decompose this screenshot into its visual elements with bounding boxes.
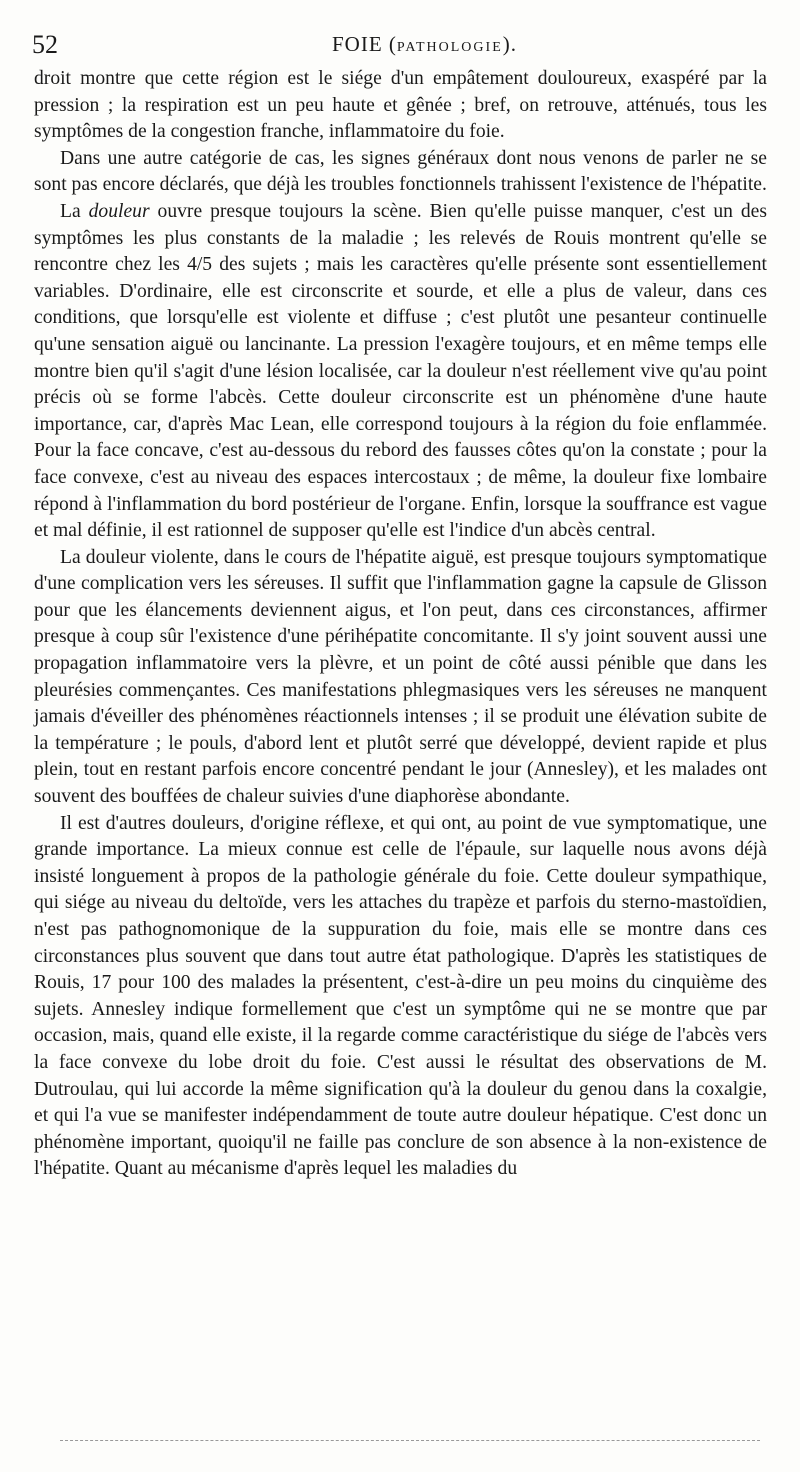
title-subject: PATHOLOGIE [396,40,503,55]
page-number: 52 [32,30,58,59]
paragraph-lead: La [60,200,89,222]
emphasis-term: douleur [88,200,150,222]
title-main: FOIE ( [332,32,397,56]
paragraph-text: Il est d'autres douleurs, d'origine réflexe, et qui ont, au point de vue symptomatique, une grande importance. La mieux connue est celle de l'épaule, sur laquelle nous avons déjà insisté longuement à propos de la pathologie générale du foie. Cette douleur sympathique, qui siége au niveau du deltoïde, vers les attaches du trapèze et parfois du sterno-mastoïdien, n'est pas pathognomonique de la suppuration du foie, mais elle se montre dans ces circonstances plus souvent que dans tout autre état pathologique. D'après les statistiques de Rouis, 17 pour 100 des malades la présentent, c'est-à-dire un peu moins du cinquième des sujets. Annesley indique formellement que c'est un symptôme qui ne se montre que par occasion, mais, quand elle existe, il la regarde comme caractéristique du siége de l'abcès vers la face convexe du lobe droit du foie. C'est aussi le résultat des observations de M. Dutroulau, qui lui accorde la même signification qu'à la douleur du genou dans la coxalgie, et qui l'a vue se manifester indépendamment de toute autre douleur hépatique. C'est donc un phénomène important, quoiqu'il ne faille pas conclure de son absence à la non-existence de l'hépatite. Quant au mécanisme d'après lequel les maladies du [34,812,767,1180]
running-title [332,32,517,57]
paragraph-5 [34,811,767,1183]
paragraph-text: droit montre que cette région est le siége d'un empâtement douloureux, exaspéré par la pression ; la respiration est un peu haute et gênée ; bref, on retrouve, atténués, tous les symptômes de la congestion franche, inflammatoire du foie. [34,68,767,143]
body-text [34,66,767,1183]
paragraph-text: ouvre presque toujours la scène. Bien qu'elle puisse manquer, c'est un des symptômes les plus constants de la maladie ; les relevés de Rouis montrent qu'elle se rencontre chez les 4/5 des sujets ; mais les caractères qu'elle présente sont essentiellement variables. D'ordinaire, elle est circonscrite et sourde, et elle a plus de valeur, dans ces conditions, que lorsqu'elle est violente et diffuse ; c'est plutôt une pesanteur continuelle qu'une sensation aiguë ou lancinante. La pression l'exagère toujours, et en même temps elle montre bien qu'il s'agit d'une lésion localisée, car la douleur n'est réellement vive qu'au point précis où se forme l'abcès. Cette douleur circonscrite est un phénomène d'une haute importance, car, d'après Mac Lean, elle correspond toujours à la région du foie enflammée. Pour la face concave, c'est au-dessous du rebord des fausses côtes qu'on la constate ; pour la face convexe, c'est au niveau des espaces intercostaux ; de même, la douleur fixe lombaire répond à l'inflammation du bord postérieur de l'organe. Enfin, lorsque la souffrance est vague et mal définie, il est rationnel de supposer qu'elle est l'indice d'un abcès central. [34,200,767,542]
paragraph-2 [34,146,767,199]
paragraph-text: Dans une autre catégorie de cas, les signes généraux dont nous venons de parler ne se sont pas encore déclarés, que déjà les troubles fonctionnels trahissent l'existence de l'hépatite. [34,147,767,196]
paragraph-text: La douleur violente, dans le cours de l'hépatite aiguë, est presque toujours symptomatique d'une complication vers les séreuses. Il suffit que l'inflammation gagne la capsule de Glisson pour que les élancements deviennent aigus, et l'on peut, dans ces circonstances, affirmer presque à coup sûr l'existence d'une périhépatite concomitante. Il s'y joint souvent aussi une propagation inflammatoire vers la plèvre, et un point de côté aussi pénible que dans les pleurésies commençantes. Ces manifestations phlegmasiques vers les séreuses ne manquent jamais d'éveiller des phénomènes réactionnels intenses ; il se produit une élévation subite de la température ; le pouls, d'abord lent et plutôt serré que développé, devient rapide et plus plein, tout en restant parfois encore concentré pendant le jour (Annesley), et les malades ont souvent des bouffées de chaleur suivies d'une diaphorèse abondante. [34,546,767,808]
running-header [32,30,772,62]
paragraph-1 [34,66,767,146]
paragraph-4 [34,545,767,811]
paragraph-3 [34,199,767,545]
title-close: ). [502,32,517,56]
footer-rule [60,1440,760,1441]
